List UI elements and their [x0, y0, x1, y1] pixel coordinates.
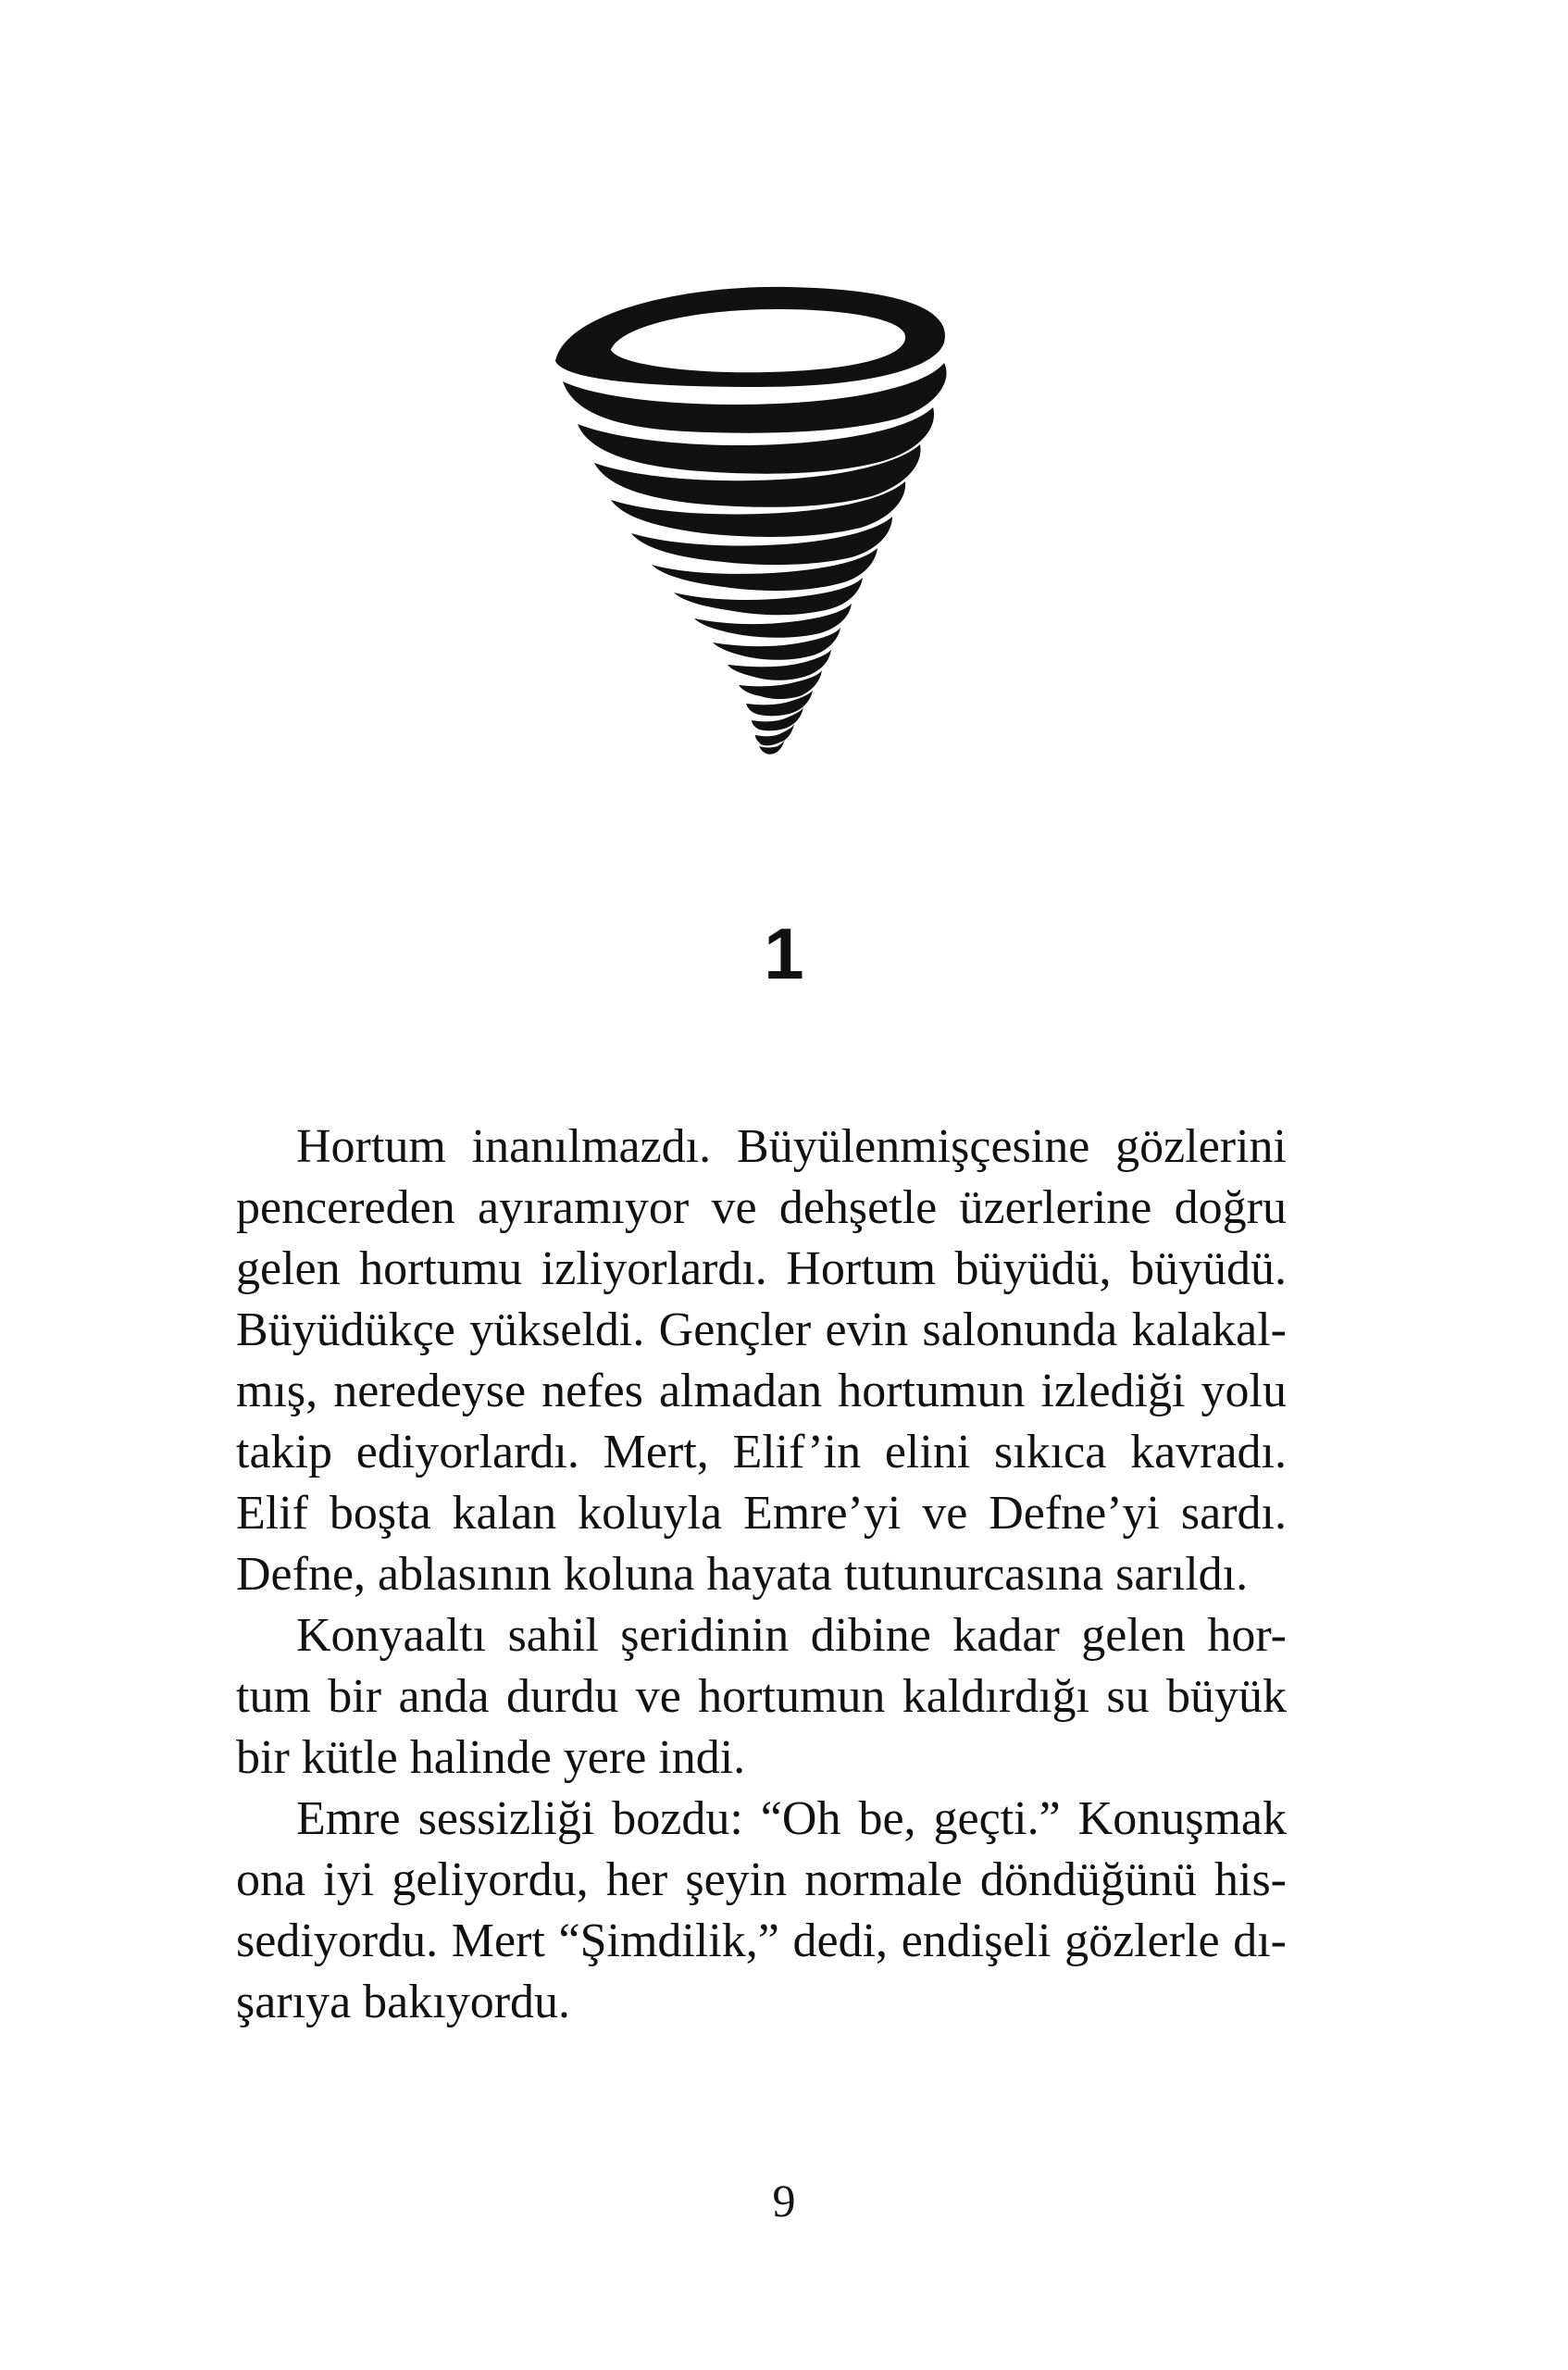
body-line: Emre sessizliği bozdu: “Oh be, geçti.” Konuşmak	[296, 1792, 1287, 1845]
body-line: bir kütle halinde yere indi.	[236, 1731, 746, 1784]
body-line: takip ediyorlardı. Mert, Elif’in elini sıkıca kavradı.	[236, 1426, 1287, 1478]
chapter-number: 1	[764, 913, 804, 994]
body-line: mış, neredeyse nefes almadan hortumun izlediği yolu	[236, 1365, 1287, 1417]
body-line: pencereden ayıramıyor ve dehşetle üzerlerine doğru	[236, 1181, 1287, 1234]
body-line: ona iyi geliyordu, her şeyin normale döndüğünü his-	[236, 1853, 1287, 1906]
body-line: Elif boşta kalan koluyla Emre’yi ve Defne’yi sardı.	[236, 1487, 1287, 1540]
body-line: Hortum inanılmazdı. Büyülenmişçesine gözlerini	[296, 1120, 1287, 1173]
chapter-body-text	[236, 1116, 1287, 2033]
body-line: tum bir anda durdu ve hortumun kaldırdığı su büyük	[236, 1670, 1287, 1723]
tornado-icon	[546, 278, 981, 759]
body-line: Büyüdükçe yükseldi. Gençler evin salonunda kalakal-	[236, 1304, 1287, 1356]
body-line: Defne, ablasının koluna hayata tutunurcasına sarıldı.	[236, 1548, 1249, 1601]
body-line: Konyaaltı sahil şeridinin dibine kadar gelen hor-	[296, 1609, 1287, 1662]
body-line: şarıya bakıyordu.	[236, 1976, 571, 2028]
page-number: 9	[772, 2175, 796, 2227]
body-line: sediyordu. Mert “Şimdilik,” dedi, endişeli gözlerle dı-	[236, 1915, 1287, 1967]
body-line: gelen hortumu izliyorlardı. Hortum büyüdü, büyüdü.	[236, 1242, 1287, 1295]
